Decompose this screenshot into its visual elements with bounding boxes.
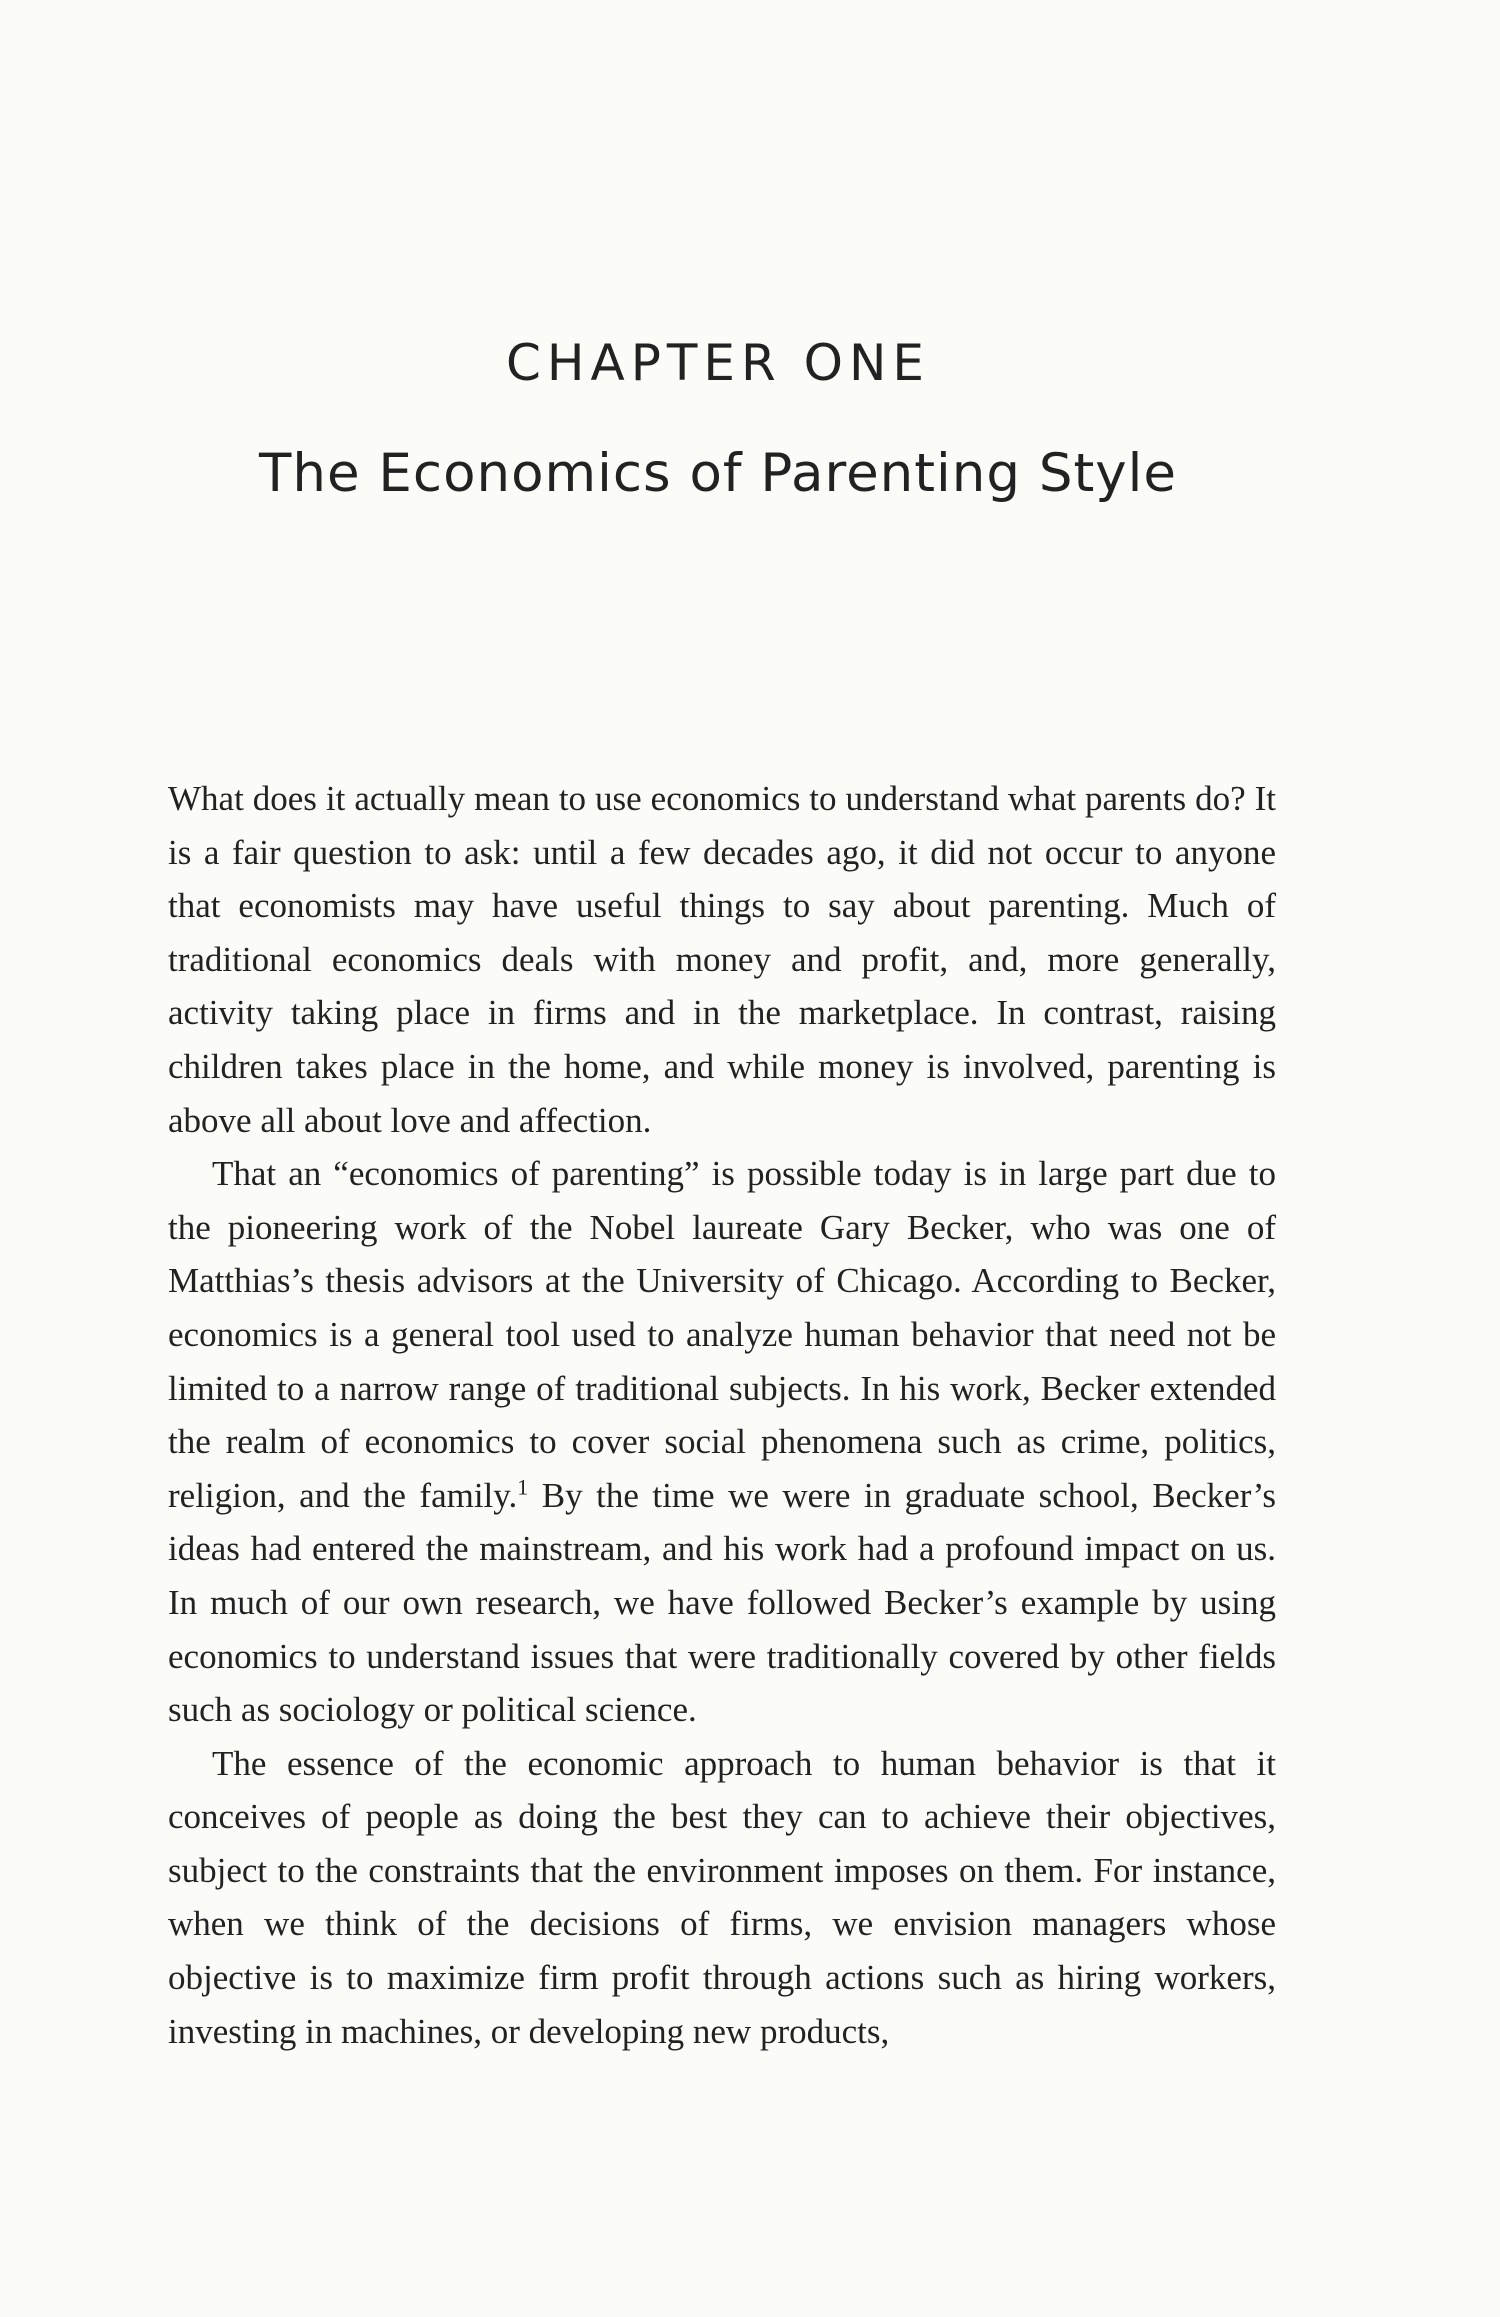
- body-text: [168, 772, 1276, 2058]
- footnote-marker: 1: [517, 1474, 529, 1500]
- paragraph-2-text-cont: By the time we were in graduate school, Becker’s ideas had entered the mainstream, and his work had a profound impact on us. In much of our own research, we have followed Becker’s example by using economics to understand issues that were traditionally covered by other fields such as sociology or political science.: [168, 1475, 1276, 1730]
- chapter-title: The Economics of Parenting Style: [259, 443, 1177, 504]
- paragraph-2: [168, 1147, 1276, 1737]
- paragraph-3: The essence of the economic approach to human behavior is that it conceives of people as doing the best they can to achieve their objectives, subject to the constraints that the environment imposes on them. For instance, when we think of the decisions of firms, we envision managers whose objective is to maximize firm profit through actions such as hiring workers, investing in machines, or developing new products,: [168, 1743, 1276, 2051]
- paragraph-2-text: That an “economics of parenting” is possible today is in large part due to the pioneering work of the Nobel laureate Gary Becker, who was one of Matthias’s thesis advisors at the University of Chicago. According to Becker, economics is a general tool used to analyze human behavior that need not be limited to a narrow range of traditional subjects. In his work, Becker extended the realm of economics to cover social phenomena such as crime, politics, religion, and the family.: [168, 1154, 1276, 1515]
- chapter-label: CHAPTER ONE: [506, 334, 930, 392]
- paragraph-1: What does it actually mean to use economics to understand what parents do? It is a fair question to ask: until a few decades ago, it did not occur to anyone that economists may have useful things to say about parenting. Much of traditional economics deals with money and profit, and, more generally, activity taking place in firms and in the marketplace. In contrast, raising children takes place in the home, and while money is involved, parenting is above all about love and affection.: [168, 779, 1276, 1140]
